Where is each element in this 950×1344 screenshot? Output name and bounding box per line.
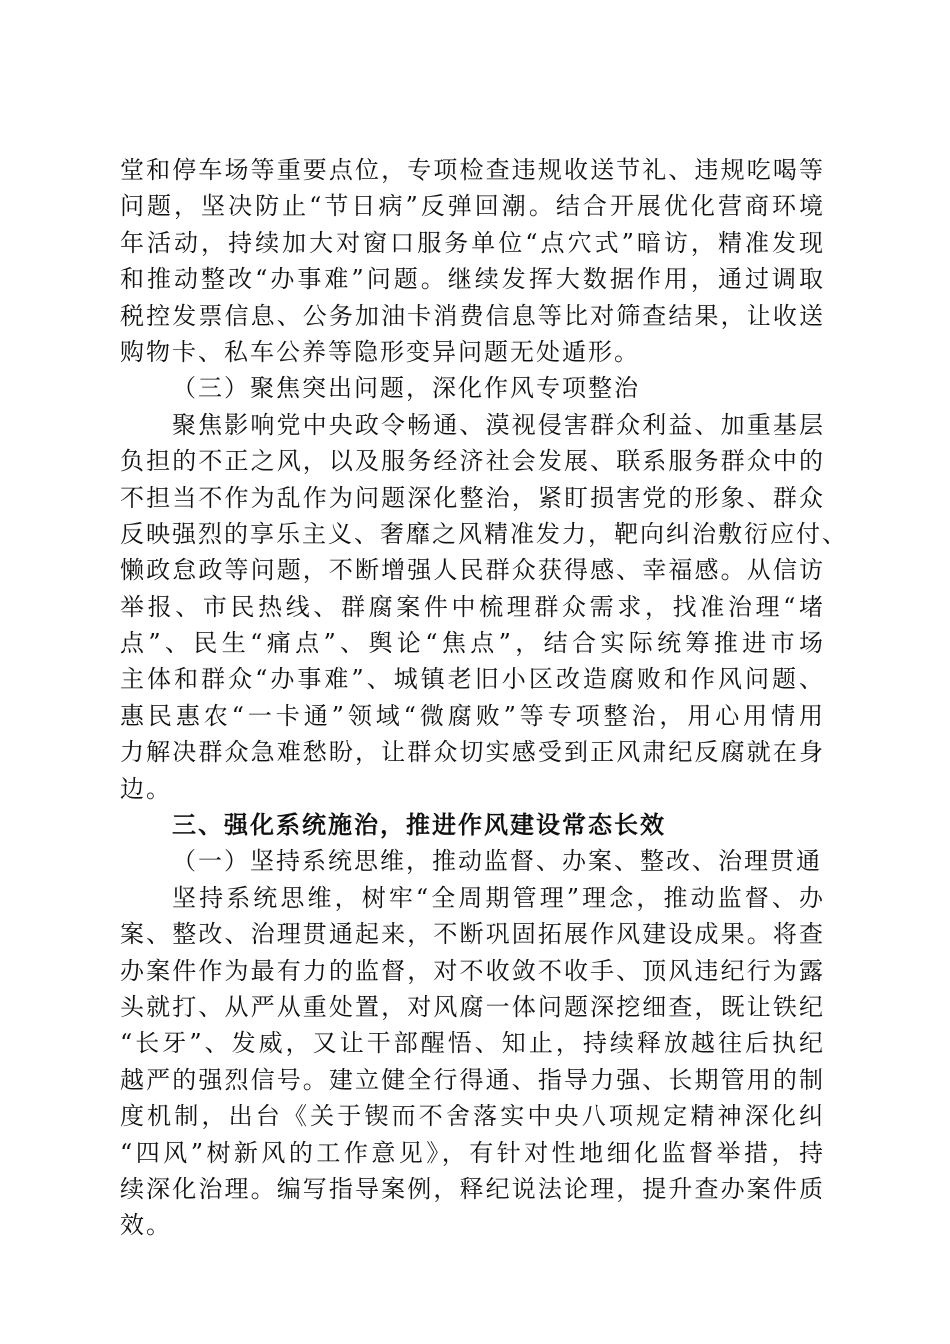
paragraph-line: 问题，坚决防止“节日病”反弹回潮。结合开展优化营商环境 <box>120 192 825 221</box>
paragraph-line: 点”、民生“痛点”、舆论“焦点”，结合实际统筹推进市场 <box>120 629 825 658</box>
paragraph-line: 主体和群众“办事难”、城镇老旧小区改造腐败和作风问题、 <box>120 665 825 694</box>
paragraph-line: 度机制，出台《关于锲而不舍落实中央八项规定精神深化纠 <box>120 1102 825 1131</box>
paragraph-line: 和推动整改“办事难”问题。继续发挥大数据作用，通过调取 <box>120 265 825 294</box>
paragraph-line: 头就打、从严从重处置，对风腐一体问题深挖细查，既让铁纪 <box>120 992 825 1021</box>
section-heading: 三、强化系统施治，推进作风建设常态长效 <box>172 811 666 840</box>
paragraph-line: 续深化治理。编写指导案例，释纪说法论理，提升查办案件质 <box>120 1174 825 1203</box>
paragraph-line: 堂和停车场等重要点位，专项检查违规收送节礼、违规吃喝等 <box>120 156 825 184</box>
paragraph-line: “长牙”、发威，又让干部醒悟、知止，持续释放越往后执纪 <box>120 1029 825 1058</box>
paragraph-line: 税控发票信息、公务加油卡消费信息等比对筛查结果，让收送 <box>120 301 825 330</box>
subsection-heading: （一）坚持系统思维，推动监督、办案、整改、治理贯通 <box>172 847 822 876</box>
paragraph-line: 举报、市民热线、群腐案件中梳理群众需求，找准治理“堵 <box>120 592 825 621</box>
paragraph-line: 效。 <box>120 1211 172 1240</box>
paragraph-line: 年活动，持续加大对窗口服务单位“点穴式”暗访，精准发现 <box>120 228 825 257</box>
paragraph-line: 惠民惠农“一卡通”领域“微腐败”等专项整治，用心用情用 <box>120 701 825 730</box>
document-page <box>120 152 848 1244</box>
subsection-heading: （三）聚焦突出问题，深化作风专项整治 <box>172 374 640 403</box>
paragraph-line: 力解决群众急难愁盼，让群众切实感受到正风肃纪反腐就在身 <box>120 738 825 767</box>
paragraph-line: 案、整改、治理贯通起来，不断巩固拓展作风建设成果。将查 <box>120 920 825 949</box>
paragraph-line: 聚焦影响党中央政令畅通、漠视侵害群众利益、加重基层 <box>172 410 825 439</box>
paragraph-line: 反映强烈的享乐主义、奢靡之风精准发力，靶向纠治敷衍应付、 <box>120 519 848 548</box>
paragraph-line: 购物卡、私车公养等隐形变异问题无处遁形。 <box>120 337 640 366</box>
paragraph-line: “四风”树新风的工作意见》，有针对性地细化监督举措，持 <box>120 1138 825 1167</box>
paragraph-line: 边。 <box>120 774 172 803</box>
paragraph-line: 办案件作为最有力的监督，对不收敛不收手、顶风违纪行为露 <box>120 956 825 985</box>
paragraph-line: 负担的不正之风，以及服务经济社会发展、联系服务群众中的 <box>120 447 825 476</box>
paragraph-line: 不担当不作为乱作为问题深化整治，紧盯损害党的形象、群众 <box>120 483 825 512</box>
paragraph-line: 越严的强烈信号。建立健全行得通、指导力强、长期管用的制 <box>120 1065 825 1094</box>
paragraph-line: 坚持系统思维，树牢“全周期管理”理念，推动监督、办 <box>172 883 825 912</box>
paragraph-line: 懒政怠政等问题，不断增强人民群众获得感、幸福感。从信访 <box>120 556 825 585</box>
